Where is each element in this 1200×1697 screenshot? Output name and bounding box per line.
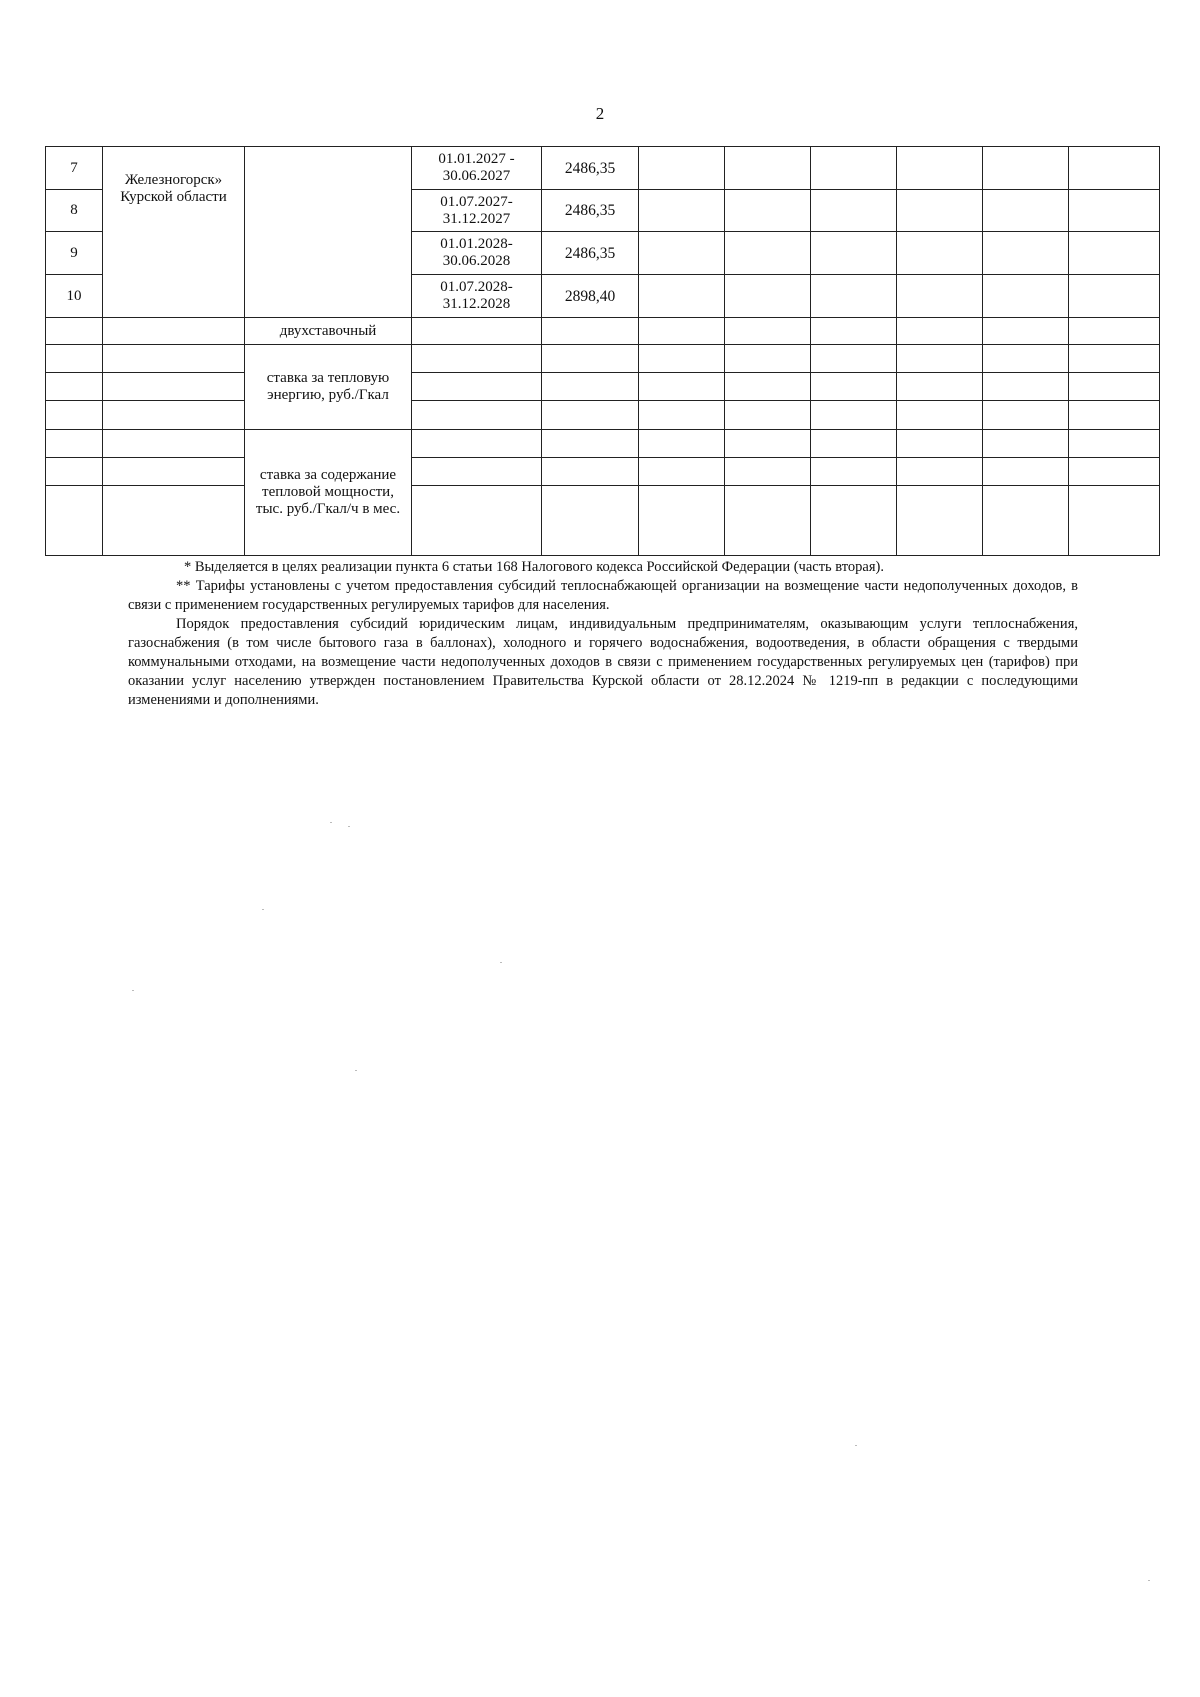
two-part-label: двухставочный: [245, 318, 412, 345]
empty-cell: [245, 147, 412, 232]
row-number: 10: [46, 275, 103, 318]
subsidy-procedure-paragraph: Порядок предоставления субсидий юридическим лицам, индивидуальным предпринимателям, оказывающим услуги теплоснабжения, газоснабжения (в том числе бытового газа в баллонах), холодного и горячего водоснабжения, водоотведения, в области обращения с твердыми коммунальными отходами, на возмещение части недополученных доходов в связи с применением государственных регулируемых цен (тарифов) при оказании услуг населению утвержден постановлением Правительства Курской области от 28.12.2024 № 1219-пп в редакции с последующими изменениями и дополнениями.: [128, 616, 1078, 708]
footnote-vat: * Выделяется в целях реализации пункта 6 статьи 168 Налогового кодекса Российской Федерации (часть вторая).: [184, 559, 884, 575]
table-row: [46, 232, 1160, 275]
organization-name: Железногорск» Курской области: [103, 147, 245, 232]
period-cell: 01.01.2028- 30.06.2028: [412, 232, 542, 275]
period-cell: 01.07.2028- 31.12.2028: [412, 275, 542, 318]
table-row: [46, 486, 1160, 556]
row-number: 9: [46, 232, 103, 275]
period-cell: 01.07.2027- 31.12.2027: [412, 190, 542, 232]
table-row: [46, 318, 1160, 345]
table-row: [46, 430, 1160, 458]
tariff-value: 2486,35: [542, 190, 639, 232]
period-cell: 01.01.2027 - 30.06.2027: [412, 147, 542, 190]
tariff-value: 2486,35: [542, 232, 639, 275]
row-number: 8: [46, 190, 103, 232]
empty-cell: [245, 232, 412, 318]
notes-section: [128, 558, 1078, 710]
footnote-subsidy: ** Тарифы установлены с учетом предоставления субсидий теплоснабжающей организации на возмещение части недополученных доходов, в связи с применением государственных регулируемых тарифов для населения.: [128, 578, 1078, 613]
table-row: [46, 345, 1160, 373]
row-number: 7: [46, 147, 103, 190]
empty-cell: [103, 232, 245, 318]
tariff-value: 2486,35: [542, 147, 639, 190]
table-row: [46, 458, 1160, 486]
capacity-rate-label: ставка за содержание тепловой мощности, тыс. руб./Гкал/ч в мес.: [245, 430, 412, 556]
table-row: [46, 147, 1160, 190]
energy-rate-label: ставка за тепловую энергию, руб./Гкал: [245, 345, 412, 430]
table-row: [46, 401, 1160, 430]
tariff-value: 2898,40: [542, 275, 639, 318]
tariff-table: [45, 146, 1160, 556]
page-number: 2: [595, 104, 605, 123]
table-row: [46, 373, 1160, 401]
